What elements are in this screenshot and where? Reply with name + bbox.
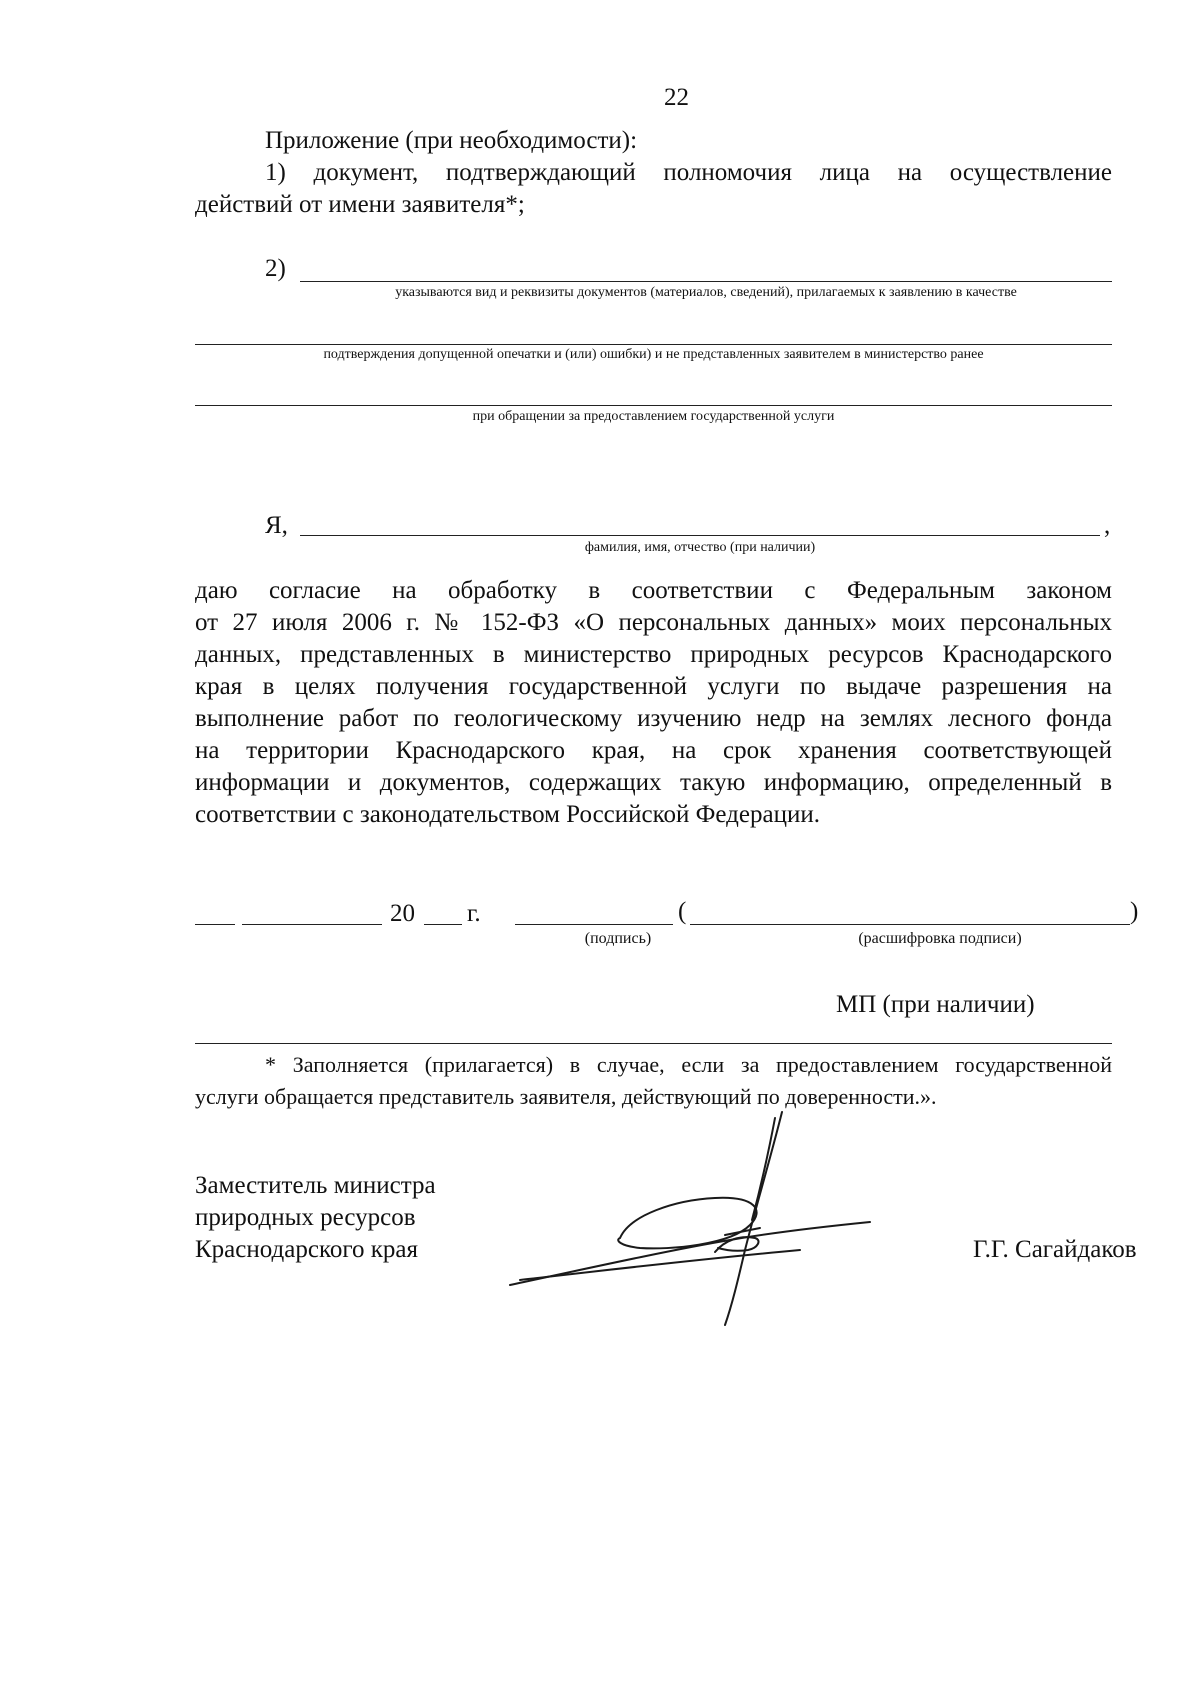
consent-comma: , — [1104, 512, 1111, 539]
appendix-caption-1: указываются вид и реквизиты документов (материалов, сведений), прилагаемых к заявлению в качестве — [395, 285, 1017, 300]
appendix-heading: Приложение (при необходимости): — [265, 127, 638, 154]
footnote-line-2: услуги обращается представитель заявителя, действующий по доверенности.». — [195, 1084, 937, 1109]
date-month-blank — [242, 924, 382, 925]
decoding-blank — [690, 924, 1130, 925]
decoding-open-paren: ( — [678, 898, 687, 925]
appendix-caption-2: подтверждения допущенной опечатки и (или) ошибки) и не представленных заявителем в министерство ранее — [323, 347, 984, 362]
appendix-item1-line1: 1) документ, подтверждающий полномочия лица на осуществление — [265, 159, 1112, 186]
appendix-item1-line2: действий от имени заявителя*; — [195, 191, 525, 218]
signature-blank — [515, 924, 673, 925]
signatory-title-1: Заместитель министра — [195, 1172, 436, 1199]
handwritten-signature — [500, 1100, 880, 1340]
appendix-item2-blank-line — [300, 281, 1112, 282]
consent-line-7: информации и документов, содержащих такую информацию, определенный в — [195, 769, 1112, 796]
footnote-separator — [195, 1043, 1112, 1044]
page-number: 22 — [664, 84, 689, 111]
consent-line-1: даю согласие на обработку в соответствии с Федеральным законом — [195, 577, 1112, 604]
consent-name-caption: фамилия, имя, отчество (при наличии) — [584, 540, 816, 555]
date-year-suffix: г. — [467, 900, 481, 927]
date-year-prefix: 20 — [390, 900, 415, 927]
date-day-blank — [195, 924, 235, 925]
appendix-caption-3: при обращении за предоставлением государственной услуги — [472, 409, 835, 424]
date-year-blank — [424, 924, 462, 925]
signature-caption: (подпись) — [584, 930, 652, 947]
consent-ya-label: Я, — [265, 512, 288, 539]
decoding-close-paren: ) — [1130, 898, 1139, 925]
signatory-title-2: природных ресурсов — [195, 1204, 416, 1231]
consent-name-blank-line — [300, 535, 1100, 536]
consent-last-line: соответствии с законодательством Российской Федерации. — [195, 801, 820, 828]
footnote-line-1: * Заполняется (прилагается) в случае, если за предоставлением государственной — [265, 1052, 1112, 1077]
consent-line-3: данных, представленных в министерство природных ресурсов Краснодарского — [195, 641, 1112, 668]
consent-line-2: от 27 июля 2006 г. № 152-ФЗ «О персональных данных» моих персональных — [195, 609, 1112, 636]
appendix-blank-line-3 — [195, 405, 1112, 406]
stamp-label: МП (при наличии) — [836, 991, 1035, 1018]
consent-line-5: выполнение работ по геологическому изучению недр на землях лесного фонда — [195, 705, 1112, 732]
appendix-item2-label: 2) — [265, 255, 286, 282]
signatory-title-3: Краснодарского края — [195, 1236, 418, 1263]
appendix-blank-line-2 — [195, 344, 1112, 345]
signatory-name: Г.Г. Сагайдаков — [973, 1236, 1137, 1263]
consent-line-6: на территории Краснодарского края, на срок хранения соответствующей — [195, 737, 1112, 764]
consent-line-4: края в целях получения государственной услуги по выдаче разрешения на — [195, 673, 1112, 700]
decoding-caption: (расшифровка подписи) — [858, 930, 1022, 947]
